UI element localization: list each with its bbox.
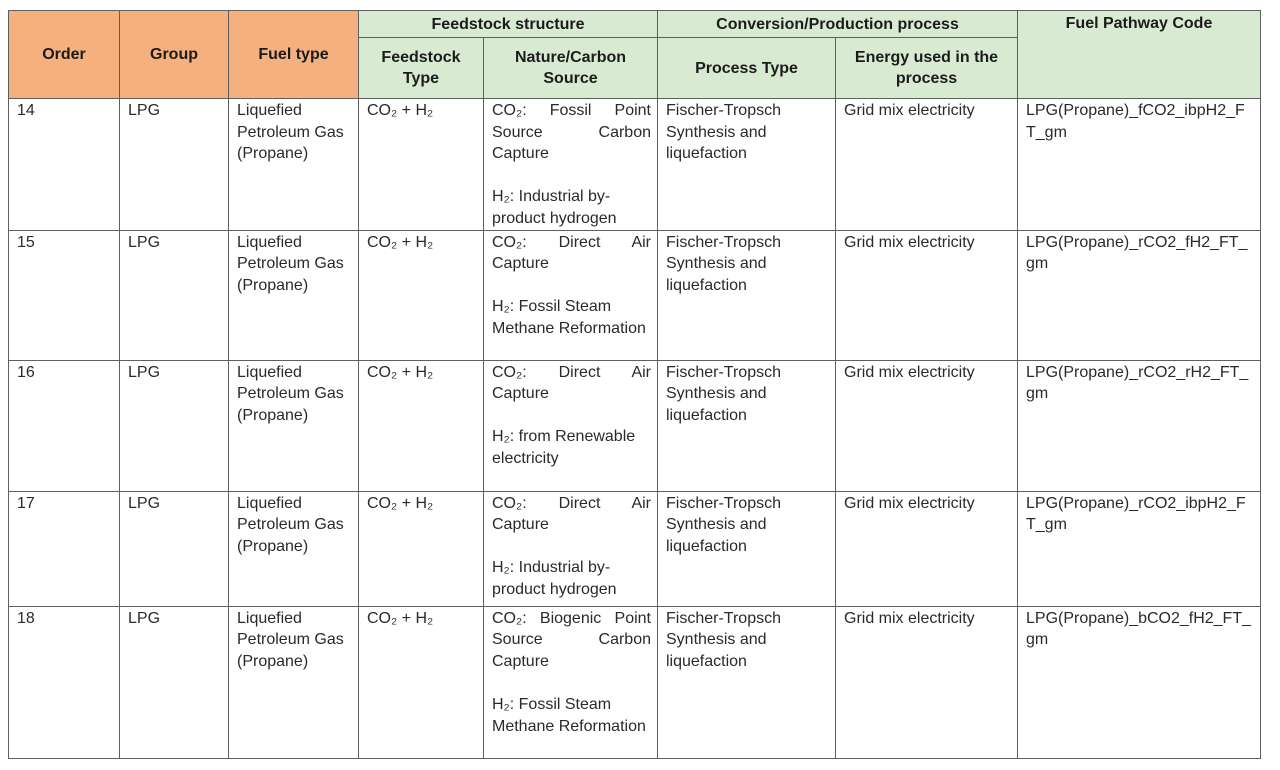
cell-nature-carbon-source: [484, 230, 658, 360]
cell-process-type: Fischer-Tropsch Synthesis and liquefaction: [658, 606, 836, 758]
cell-fuel-type: Liquefied Petroleum Gas (Propane): [229, 360, 359, 491]
cell-energy-used: Grid mix electricity: [836, 606, 1018, 758]
cell-feedstock-type: CO₂ + H₂: [359, 606, 484, 758]
cell-fuel-type: Liquefied Petroleum Gas (Propane): [229, 606, 359, 758]
header-group: Group: [120, 11, 229, 99]
table-row: [9, 491, 1261, 606]
cell-energy-used: Grid mix electricity: [836, 230, 1018, 360]
header-order: Order: [9, 11, 120, 99]
table-row: [9, 606, 1261, 758]
cell-nature-carbon-source: [484, 99, 658, 231]
cell-group: LPG: [120, 99, 229, 231]
cell-fuel-pathway-code: LPG(Propane)_rCO2_rH2_FT_gm: [1018, 360, 1261, 491]
table-row: [9, 99, 1261, 231]
cell-fuel-pathway-code: LPG(Propane)_rCO2_ibpH2_FT_gm: [1018, 491, 1261, 606]
header-energy-used: Energy used in the process: [836, 38, 1018, 99]
cell-group: LPG: [120, 491, 229, 606]
cell-fuel-pathway-code: LPG(Propane)_rCO2_fH2_FT_gm: [1018, 230, 1261, 360]
header-fuel-type: Fuel type: [229, 11, 359, 99]
cell-fuel-pathway-code: LPG(Propane)_fCO2_ibpH2_FT_gm: [1018, 99, 1261, 231]
table-header: [9, 11, 1261, 99]
header-fuel-pathway-code: Fuel Pathway Code: [1018, 11, 1261, 99]
cell-order: 17: [9, 491, 120, 606]
cell-feedstock-type: CO₂ + H₂: [359, 491, 484, 606]
nature-co2-text: CO₂: Direct Air Capture: [492, 494, 651, 534]
nature-h2-text: H₂: Industrial by-product hydrogen: [492, 559, 617, 598]
cell-group: LPG: [120, 606, 229, 758]
cell-order: 14: [9, 99, 120, 231]
cell-energy-used: Grid mix electricity: [836, 99, 1018, 231]
cell-process-type: Fischer-Tropsch Synthesis and liquefaction: [658, 360, 836, 491]
cell-fuel-type: Liquefied Petroleum Gas (Propane): [229, 230, 359, 360]
cell-process-type: Fischer-Tropsch Synthesis and liquefaction: [658, 99, 836, 231]
nature-h2-text: H₂: Fossil Steam Methane Reformation: [492, 298, 646, 337]
nature-co2-text: CO₂: Fossil Point Source Carbon Capture: [492, 102, 651, 163]
cell-order: 18: [9, 606, 120, 758]
cell-fuel-pathway-code: LPG(Propane)_bCO2_fH2_FT_gm: [1018, 606, 1261, 758]
fuel-pathway-table: [8, 10, 1261, 759]
cell-feedstock-type: CO₂ + H₂: [359, 99, 484, 231]
cell-fuel-type: Liquefied Petroleum Gas (Propane): [229, 99, 359, 231]
header-feedstock-structure: Feedstock structure: [359, 11, 658, 38]
header-process-type: Process Type: [658, 38, 836, 99]
nature-h2-text: H₂: Industrial by-product hydrogen: [492, 188, 617, 227]
table-row: [9, 230, 1261, 360]
table-row: [9, 360, 1261, 491]
nature-co2-text: CO₂: Biogenic Point Source Carbon Capture: [492, 609, 651, 670]
nature-co2-text: CO₂: Direct Air Capture: [492, 233, 651, 273]
cell-nature-carbon-source: [484, 491, 658, 606]
cell-nature-carbon-source: [484, 606, 658, 758]
header-nature-carbon-source: Nature/Carbon Source: [484, 38, 658, 99]
cell-fuel-type: Liquefied Petroleum Gas (Propane): [229, 491, 359, 606]
cell-feedstock-type: CO₂ + H₂: [359, 360, 484, 491]
cell-energy-used: Grid mix electricity: [836, 491, 1018, 606]
nature-co2-text: CO₂: Direct Air Capture: [492, 363, 651, 403]
cell-feedstock-type: CO₂ + H₂: [359, 230, 484, 360]
cell-order: 16: [9, 360, 120, 491]
nature-h2-text: H₂: Fossil Steam Methane Reformation: [492, 695, 646, 735]
cell-nature-carbon-source: [484, 360, 658, 491]
header-conversion-process: Conversion/Production process: [658, 11, 1018, 38]
cell-order: 15: [9, 230, 120, 360]
nature-h2-text: H₂: from Renewable electricity: [492, 428, 636, 467]
cell-process-type: Fischer-Tropsch Synthesis and liquefaction: [658, 491, 836, 606]
cell-process-type: Fischer-Tropsch Synthesis and liquefaction: [658, 230, 836, 360]
cell-group: LPG: [120, 360, 229, 491]
header-feedstock-type: Feedstock Type: [359, 38, 484, 99]
table-body: [9, 99, 1261, 759]
cell-energy-used: Grid mix electricity: [836, 360, 1018, 491]
cell-group: LPG: [120, 230, 229, 360]
